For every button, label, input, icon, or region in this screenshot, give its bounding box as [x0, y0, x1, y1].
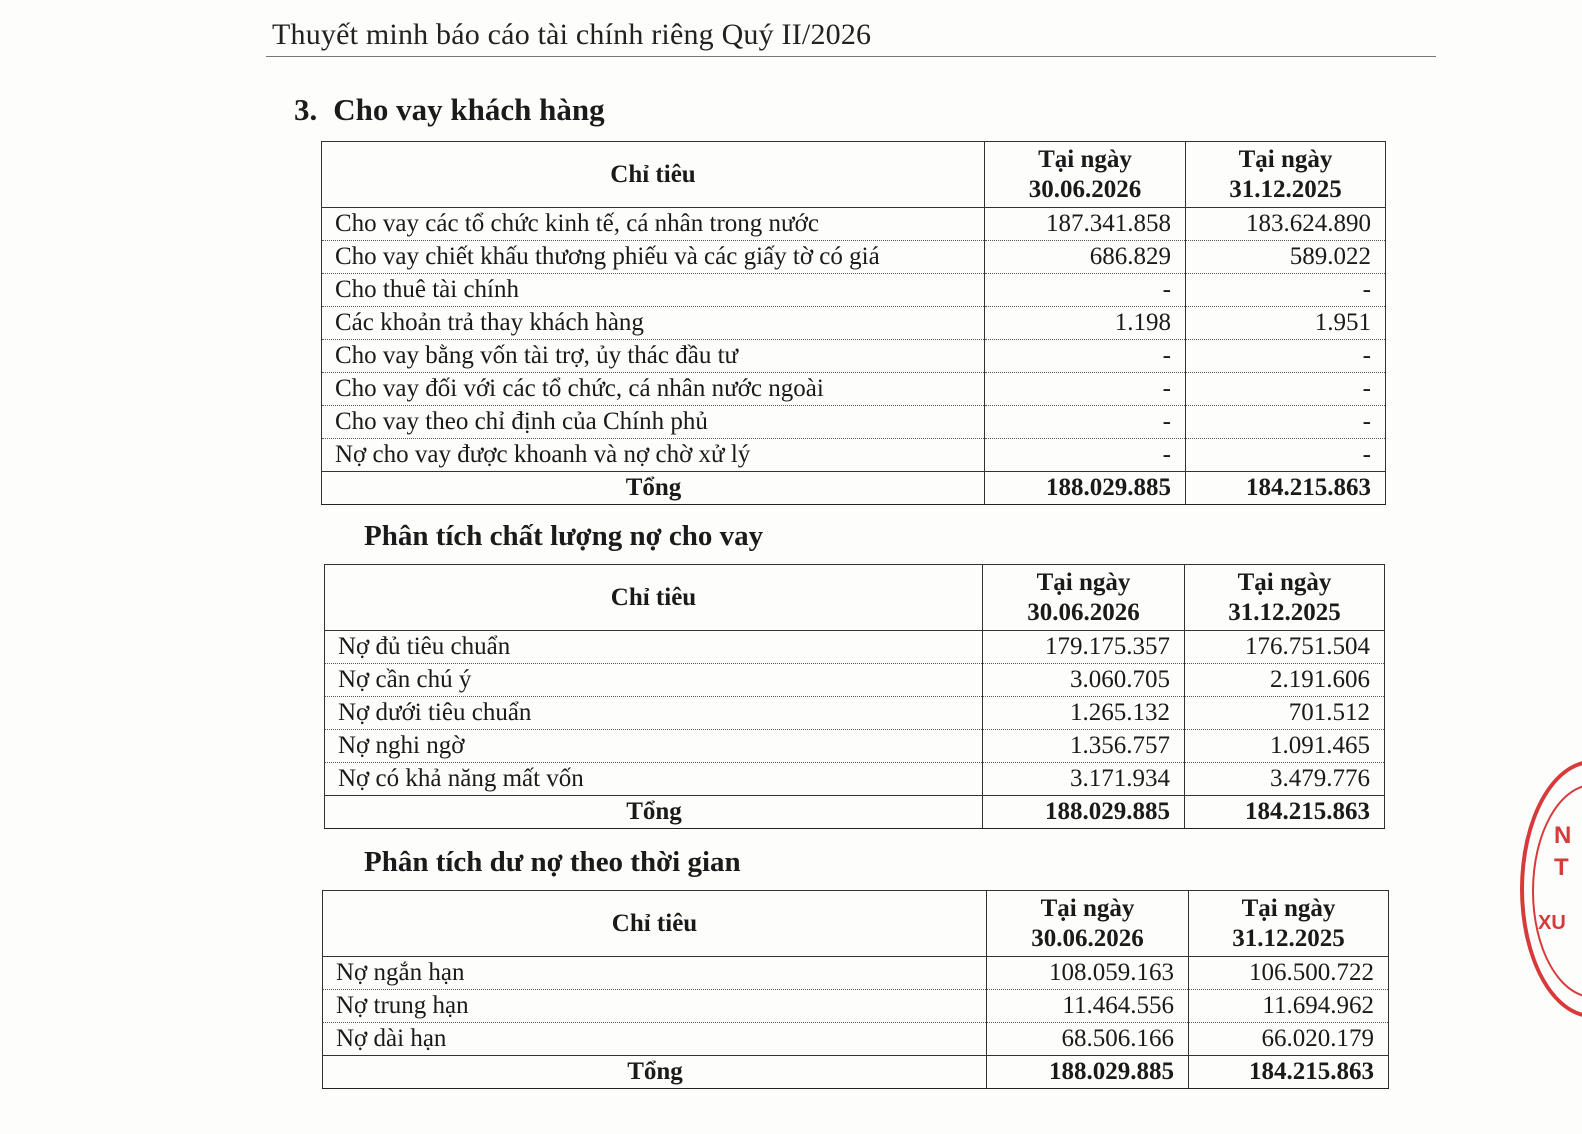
row-label: Nợ ngắn hạn	[323, 957, 987, 990]
quality-heading: Phân tích chất lượng nợ cho vay	[364, 520, 764, 552]
row-label: Cho vay đối với các tổ chức, cá nhân nước ngoài	[322, 373, 985, 406]
total-value-date1: 188.029.885	[985, 472, 1186, 505]
row-value-date2: -	[1186, 274, 1386, 307]
table-row	[325, 697, 1385, 730]
header-date1: Tại ngày 30.06.2026	[987, 891, 1189, 957]
table-row	[322, 241, 1386, 274]
header-date2: Tại ngày 31.12.2025	[1189, 891, 1389, 957]
row-value-date1: 3.060.705	[983, 664, 1185, 697]
row-label: Cho vay chiết khấu thương phiếu và các giấy tờ có giá	[322, 241, 985, 274]
header-date1: Tại ngày 30.06.2026	[985, 142, 1186, 208]
term-heading: Phân tích dư nợ theo thời gian	[364, 846, 741, 878]
table-row	[322, 340, 1386, 373]
company-stamp	[1520, 760, 1582, 1018]
row-value-date1: -	[985, 439, 1186, 472]
row-value-date1: 3.171.934	[983, 763, 1185, 796]
row-value-date1: 1.198	[985, 307, 1186, 340]
row-value-date1: 1.265.132	[983, 697, 1185, 730]
row-label: Nợ dưới tiêu chuẩn	[325, 697, 983, 730]
total-value-date1: 188.029.885	[983, 796, 1185, 829]
row-value-date1: -	[985, 373, 1186, 406]
table-row	[322, 208, 1386, 241]
total-label: Tổng	[323, 1056, 987, 1089]
table-row	[322, 406, 1386, 439]
table-row	[325, 763, 1385, 796]
row-value-date2: 106.500.722	[1189, 957, 1389, 990]
table-row	[322, 274, 1386, 307]
stamp-text: N	[1554, 822, 1572, 849]
row-value-date1: 68.506.166	[987, 1023, 1189, 1056]
header-date2: Tại ngày 31.12.2025	[1186, 142, 1386, 208]
header-date2: Tại ngày 31.12.2025	[1185, 565, 1385, 631]
table-row	[325, 664, 1385, 697]
table-row	[325, 730, 1385, 763]
row-value-date1: 108.059.163	[987, 957, 1189, 990]
table-row	[323, 957, 1389, 990]
total-label: Tổng	[325, 796, 983, 829]
row-value-date2: 589.022	[1186, 241, 1386, 274]
row-value-date1: -	[985, 406, 1186, 439]
row-value-date2: -	[1186, 439, 1386, 472]
table-row	[322, 307, 1386, 340]
stamp-text: XU	[1538, 912, 1566, 934]
row-label: Cho vay theo chỉ định của Chính phủ	[322, 406, 985, 439]
section-number: 3.	[294, 92, 318, 127]
loan-quality-table	[324, 564, 1385, 829]
row-value-date1: -	[985, 274, 1186, 307]
table-row	[323, 1023, 1389, 1056]
section-title: Cho vay khách hàng	[333, 92, 605, 127]
total-value-date2: 184.215.863	[1189, 1056, 1389, 1089]
table-row	[325, 631, 1385, 664]
row-value-date2: 183.624.890	[1186, 208, 1386, 241]
total-value-date2: 184.215.863	[1186, 472, 1386, 505]
stamp-inner-ring	[1532, 784, 1582, 998]
row-label: Nợ đủ tiêu chuẩn	[325, 631, 983, 664]
row-label: Cho vay bằng vốn tài trợ, ủy thác đầu tư	[322, 340, 985, 373]
loan-term-table	[322, 890, 1389, 1089]
document-header-title: Thuyết minh báo cáo tài chính riêng Quý II/2026	[272, 18, 872, 51]
table-header-row	[322, 142, 1386, 208]
row-value-date2: 176.751.504	[1185, 631, 1385, 664]
total-row	[325, 796, 1385, 829]
row-label: Cho vay các tổ chức kinh tế, cá nhân trong nước	[322, 208, 985, 241]
stamp-text: T	[1554, 854, 1569, 881]
row-value-date1: -	[985, 340, 1186, 373]
total-row	[323, 1056, 1389, 1089]
section-heading	[294, 92, 605, 128]
total-value-date1: 188.029.885	[987, 1056, 1189, 1089]
row-value-date1: 1.356.757	[983, 730, 1185, 763]
row-value-date1: 179.175.357	[983, 631, 1185, 664]
table-header-row	[323, 891, 1389, 957]
table-row	[322, 439, 1386, 472]
total-value-date2: 184.215.863	[1185, 796, 1385, 829]
table-row	[323, 990, 1389, 1023]
row-value-date2: 1.091.465	[1185, 730, 1385, 763]
table-row	[322, 373, 1386, 406]
row-label: Nợ trung hạn	[323, 990, 987, 1023]
row-value-date1: 686.829	[985, 241, 1186, 274]
row-label: Các khoản trả thay khách hàng	[322, 307, 985, 340]
row-value-date1: 11.464.556	[987, 990, 1189, 1023]
row-value-date2: -	[1186, 406, 1386, 439]
row-value-date2: 11.694.962	[1189, 990, 1389, 1023]
row-value-date1: 187.341.858	[985, 208, 1186, 241]
header-indicator: Chỉ tiêu	[325, 565, 983, 631]
row-label: Nợ cho vay được khoanh và nợ chờ xử lý	[322, 439, 985, 472]
row-label: Nợ cần chú ý	[325, 664, 983, 697]
total-row	[322, 472, 1386, 505]
table-header-row	[325, 565, 1385, 631]
header-date1: Tại ngày 30.06.2026	[983, 565, 1185, 631]
row-value-date2: 701.512	[1185, 697, 1385, 730]
loans-table	[321, 141, 1386, 505]
row-value-date2: 2.191.606	[1185, 664, 1385, 697]
header-indicator: Chỉ tiêu	[323, 891, 987, 957]
total-label: Tổng	[322, 472, 985, 505]
row-value-date2: 66.020.179	[1189, 1023, 1389, 1056]
row-label: Nợ nghi ngờ	[325, 730, 983, 763]
row-value-date2: 3.479.776	[1185, 763, 1385, 796]
row-value-date2: -	[1186, 340, 1386, 373]
row-label: Cho thuê tài chính	[322, 274, 985, 307]
header-rule	[266, 56, 1436, 57]
row-value-date2: 1.951	[1186, 307, 1386, 340]
row-label: Nợ dài hạn	[323, 1023, 987, 1056]
row-label: Nợ có khả năng mất vốn	[325, 763, 983, 796]
row-value-date2: -	[1186, 373, 1386, 406]
header-indicator: Chỉ tiêu	[322, 142, 985, 208]
